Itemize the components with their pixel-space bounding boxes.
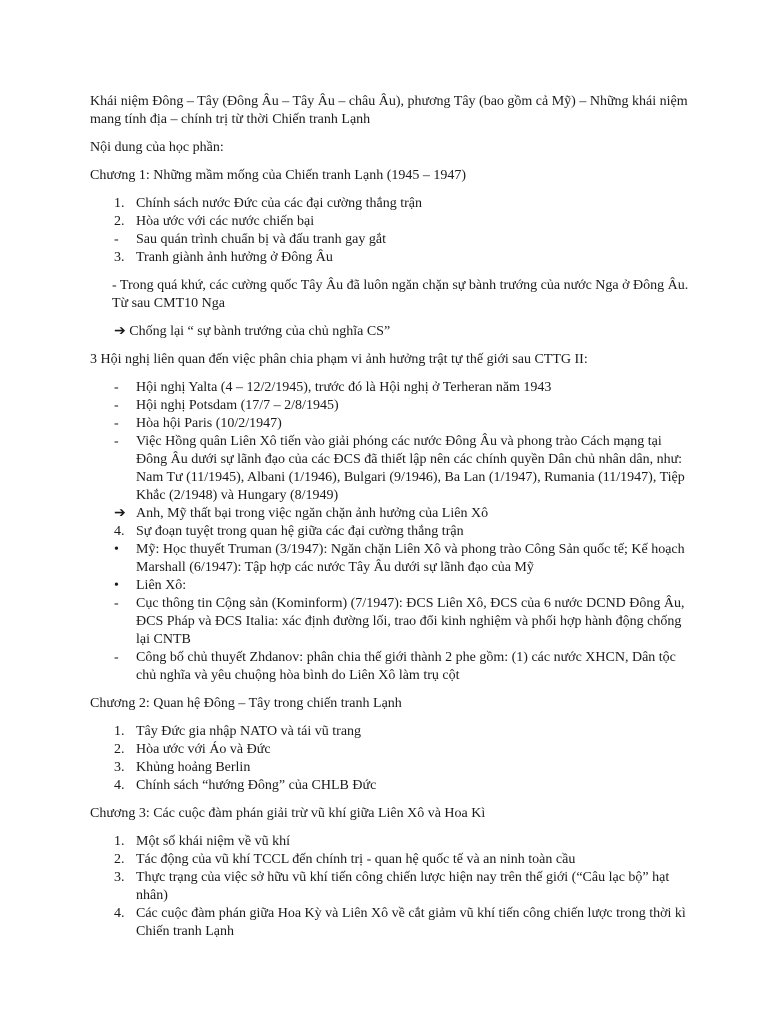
list-item-text: Hòa hội Paris (10/2/1947) <box>136 416 282 431</box>
list-marker: 2. <box>114 214 125 229</box>
list-item <box>90 759 690 777</box>
conferences-list <box>90 379 690 685</box>
list-item <box>90 905 690 941</box>
list-item <box>90 577 690 595</box>
list-item <box>90 249 690 267</box>
list-item <box>90 505 690 523</box>
chapter-1-title: Chương 1: Những mầm mống của Chiến tranh Lạnh (1945 – 1947) <box>90 168 467 183</box>
list-item-text: Thực trạng của việc sở hữu vũ khí tiến công chiến lược hiện nay trên thế giới (“Câu lạc bộ” hạt nhân) <box>136 870 670 903</box>
list-marker: 2. <box>114 852 125 867</box>
list-marker: - <box>114 434 119 449</box>
chapter-1-list <box>90 195 690 267</box>
list-marker: • <box>114 578 119 593</box>
list-item <box>90 231 690 249</box>
list-item <box>90 851 690 869</box>
list-item <box>90 595 690 649</box>
list-marker: ➔ <box>114 506 126 521</box>
list-marker: 4. <box>114 906 125 921</box>
list-item <box>90 195 690 213</box>
chapter-2-title: Chương 2: Quan hệ Đông – Tây trong chiến tranh Lạnh <box>90 696 402 711</box>
document-body <box>90 93 690 951</box>
list-marker: - <box>114 416 119 431</box>
list-item-text: Mỹ: Học thuyết Truman (3/1947): Ngăn chặn Liên Xô và phong trào Công Sản quốc tế; Kế hoạch Marshall (6/1947): Tập hợp các nước Tây Âu dưới sự lãnh đạo của Mỹ <box>136 542 685 575</box>
list-item-text: Hòa ước với các nước chiến bại <box>136 214 315 229</box>
list-item-text: Chính sách nước Đức của các đại cường thắng trận <box>136 196 422 211</box>
list-marker: 1. <box>114 724 125 739</box>
list-marker: 1. <box>114 834 125 849</box>
list-item-text: Các cuộc đàm phán giữa Hoa Kỳ và Liên Xô về cắt giảm vũ khí tiến công chiến lược trong thời kì Chiến tranh Lạnh <box>136 906 686 939</box>
list-item-text: Hội nghị Yalta (4 – 12/2/1945), trước đó là Hội nghị ở Terheran năm 1943 <box>136 380 552 395</box>
conferences-title: 3 Hội nghị liên quan đến việc phân chia phạm vi ảnh hưởng trật tự thế giới sau CTTG II: <box>90 352 588 367</box>
list-item-text: Hội nghị Potsdam (17/7 – 2/8/1945) <box>136 398 339 413</box>
list-item-text: Liên Xô: <box>136 578 187 593</box>
list-item-text: Khủng hoảng Berlin <box>136 760 251 775</box>
list-item <box>90 433 690 505</box>
chapter-1-arrow-note: ➔ Chống lại “ sự bành trướng của chủ nghĩa CS” <box>114 324 391 339</box>
list-marker: • <box>114 542 119 557</box>
list-item-text: Anh, Mỹ thất bại trong việc ngăn chặn ảnh hưởng của Liên Xô <box>136 506 489 521</box>
list-marker: - <box>114 650 119 665</box>
list-item <box>90 415 690 433</box>
list-marker: - <box>114 380 119 395</box>
list-item <box>90 649 690 685</box>
list-item-text: Cục thông tin Cộng sản (Kominform) (7/1947): ĐCS Liên Xô, ĐCS của 6 nước DCND Đông Âu, ĐCS Pháp và ĐCS Italia: xác định đường lối, trao đổi kinh nghiệm và phối hợp hành động chống lại CNTB <box>136 596 685 647</box>
list-item-text: Việc Hồng quân Liên Xô tiến vào giải phóng các nước Đông Âu và phong trào Cách mạng tại Đông Âu dưới sự lãnh đạo của các ĐCS đã thiết lập nên các chính quyền Dân chủ nhân dân, như: Nam Tư (11/1945), Albani (1/1946), Bulgari (9/1946), Ba Lan (1/1947), Rumania (11/1947), Tiệp Khắc (2/1948) và Hungary (8/1949) <box>136 434 685 503</box>
chapter-3-title: Chương 3: Các cuộc đàm phán giải trừ vũ khí giữa Liên Xô và Hoa Kì <box>90 806 486 821</box>
list-marker: - <box>114 398 119 413</box>
list-item-text: Hòa ước với Áo và Đức <box>136 742 271 757</box>
chapter-2-list <box>90 723 690 795</box>
list-marker: 1. <box>114 196 125 211</box>
chapter-1-note: - Trong quá khứ, các cường quốc Tây Âu đã luôn ngăn chặn sự bành trướng của nước Nga ở Đông Âu. Từ sau CMT10 Nga <box>112 278 689 311</box>
list-item-text: Tranh giành ảnh hưởng ở Đông Âu <box>136 250 333 265</box>
chapter-3-list <box>90 833 690 941</box>
list-item-text: Tây Đức gia nhập NATO và tái vũ trang <box>136 724 362 739</box>
list-item <box>90 397 690 415</box>
list-marker: - <box>114 232 119 247</box>
list-item <box>90 213 690 231</box>
list-item <box>90 741 690 759</box>
list-marker: 2. <box>114 742 125 757</box>
list-marker: 3. <box>114 870 125 885</box>
list-item <box>90 723 690 741</box>
list-item <box>90 777 690 795</box>
list-marker: 4. <box>114 524 125 539</box>
list-item-text: Sau quán trình chuẩn bị và đấu tranh gay gắt <box>136 232 386 247</box>
list-item-text: Một số khái niệm về vũ khí <box>136 834 290 849</box>
list-marker: - <box>114 596 119 611</box>
list-marker: 4. <box>114 778 125 793</box>
list-item <box>90 523 690 541</box>
list-item-text: Chính sách “hướng Đông” của CHLB Đức <box>136 778 377 793</box>
list-item <box>90 833 690 851</box>
list-item-text: Sự đoạn tuyệt trong quan hệ giữa các đại cường thắng trận <box>136 524 464 539</box>
list-item-text: Công bố chủ thuyết Zhdanov: phân chia thế giới thành 2 phe gồm: (1) các nước XHCN, Dân tộc chủ nghĩa và yêu chuộng hòa bình do Liên Xô làm trụ cột <box>136 650 676 683</box>
list-item <box>90 869 690 905</box>
list-item <box>90 541 690 577</box>
contents-heading: Nội dung của học phần: <box>90 140 224 155</box>
intro-paragraph: Khái niệm Đông – Tây (Đông Âu – Tây Âu – châu Âu), phương Tây (bao gồm cả Mỹ) – Những khái niệm mang tính địa – chính trị từ thời Chiến tranh Lạnh <box>90 94 688 127</box>
list-item-text: Tác động của vũ khí TCCL đến chính trị - quan hệ quốc tế và an ninh toàn cầu <box>136 852 576 867</box>
list-marker: 3. <box>114 760 125 775</box>
list-marker: 3. <box>114 250 125 265</box>
list-item <box>90 379 690 397</box>
